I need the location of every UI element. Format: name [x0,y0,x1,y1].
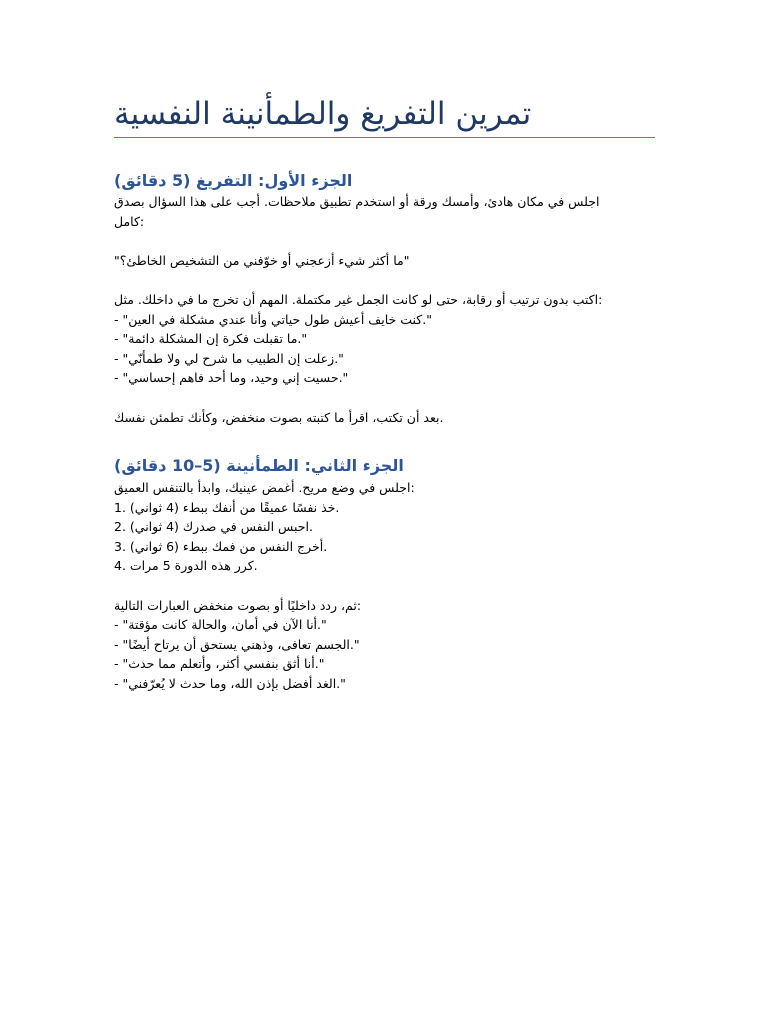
part2-step: 3. أخرج النفس من فمك ببطء (6 ثواني). [114,538,328,554]
part2-affirm-intro: ثم، ردد داخليًا أو بصوت منخفض العبارات التالية: [114,597,362,613]
part1-example: - "حسيت إني وحيد، وما أحد فاهم إحساسي." [114,370,349,386]
part2-affirmation: - "أنا الآن في أمان، والحالة كانت مؤقتة." [114,617,327,633]
part2-affirmation: - "أنا أثق بنفسي أكثر، وأتعلم مما حدث." [114,656,325,672]
part2-heading: الجزء الثاني: الطمأنينة (5–10 دقائق) [114,456,404,475]
part1-body [114,192,655,427]
spacer [114,231,655,251]
spacer [114,270,655,290]
part2-body [114,478,655,694]
title-underline [114,137,655,138]
document-title: تمرين التفريغ والطمأنينة النفسية [114,96,532,132]
spacer [114,388,655,408]
part1-intro-line1: اجلس في مكان هادئ، وأمسك ورقة أو استخدم تطبيق ملاحظات. أجب على هذا السؤال بصدق [114,194,600,209]
part1-example: - "كنت خايف أعيش طول حياتي وأنا عندي مشكلة في العين." [114,311,432,327]
part1-intro-line2: كامل: [114,213,145,229]
part1-example: - "زعلت إن الطبيب ما شرح لي ولا طمأنّي." [114,350,344,366]
part2-step: 4. كرر هذه الدورة 5 مرات. [114,558,258,574]
part2-affirmation: - "الغد أفضل بإذن الله، وما حدث لا يُعرّفني." [114,675,346,691]
part2-intro: اجلس في وضع مريح. أغمض عينيك، وابدأ بالتنفس العميق: [114,480,415,495]
part1-example: - "ما تقبلت فكرة إن المشكلة دائمة." [114,331,308,347]
part2-step: 2. احبس النفس في صدرك (4 ثواني). [114,519,313,535]
part1-closing: بعد أن تكتب، اقرأ ما كتبته بصوت منخفض، وكأنك تطمئن نفسك. [114,409,444,425]
part1-question: "ما أكثر شيء أزعجني أو خوّفني من التشخيص الخاطئ؟" [114,252,410,268]
part2-affirmation: - "الجسم تعافى، وذهني يستحق أن يرتاح أيضًا." [114,636,360,652]
part1-instruction: اكتب بدون ترتيب أو رقابة، حتى لو كانت الجمل غير مكتملة. المهم أن تخرج ما في داخلك. مثل: [114,291,603,307]
part2-step: 1. خذ نفسًا عميقًا من أنفك ببطء (4 ثواني). [114,499,340,515]
spacer [114,576,655,596]
part1-heading: الجزء الأول: التفريغ (5 دقائق) [114,171,353,190]
